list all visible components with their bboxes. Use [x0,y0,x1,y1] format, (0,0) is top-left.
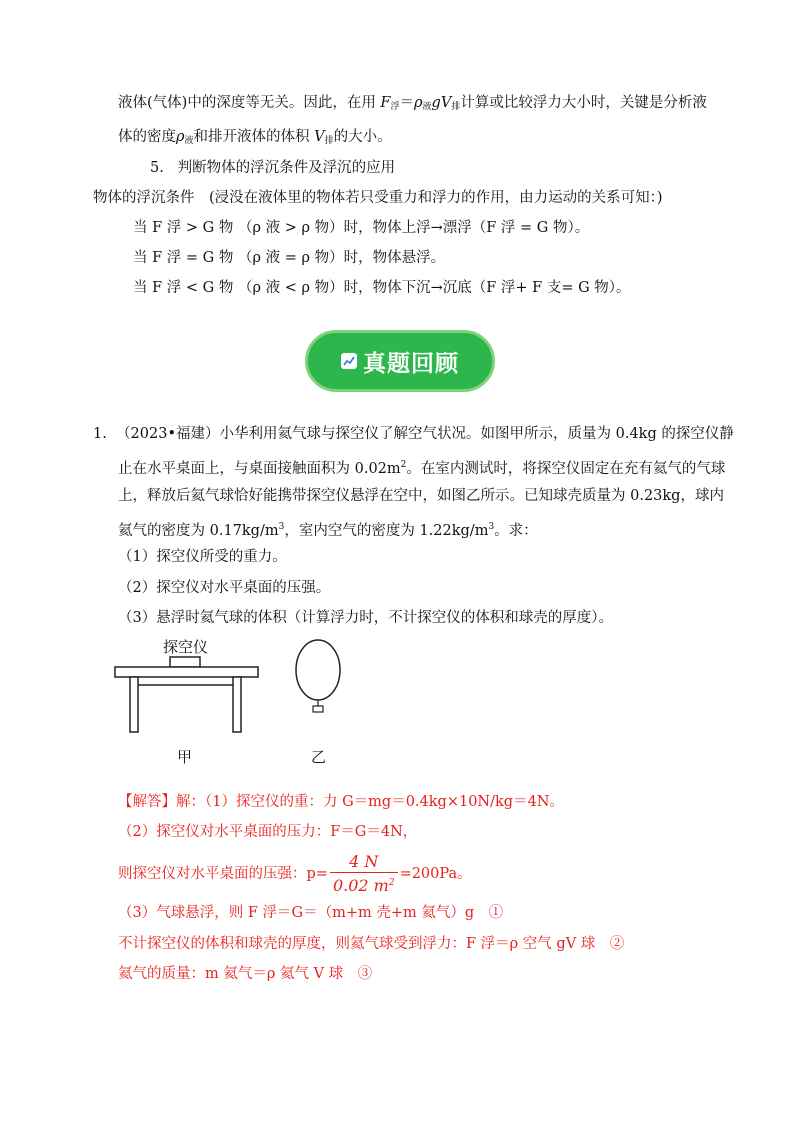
section-title: 判断物体的浮沉条件及浮沉的应用 [177,160,396,176]
intro-line-1: 液体(气体)中的深度等无关。因此，在用 $F_浮=\rho_液gV_排$计算或比较浮力大小时，关键是分析液 [118,95,707,112]
subquestion-2: （2）探空仪对水平桌面的压强。 [118,580,331,596]
question-number: 1. [93,426,107,442]
answer-line-5: 不计探空仪的体积和球壳的厚度，则氦气球受到浮力：F 浮＝ρ 空气 gV 球 ② [118,936,625,952]
table-figure [115,657,258,732]
figure-diagram [110,630,370,740]
condition-sink: 当 F 浮 < G 物 （ρ 液 < ρ 物）时，物体下沉→沉底（F 浮+ F 支= G 物）。 [133,280,631,296]
answer-heading: 【解答】 [118,794,176,810]
subquestion-1: （1）探空仪所受的重力。 [118,549,287,565]
section-number: 5. [150,160,164,176]
device-box [170,657,200,667]
question-line-3: 上，释放后氦气球恰好能携带探空仪悬浮在空中，如图乙所示。已知球壳质量为 0.23kg，球内 [118,488,724,504]
figure-label-jia: 甲 [177,748,193,766]
table-top [115,667,258,677]
question-line-2: 止在水平桌面上，与桌面接触面积为 $0.02m^2$。在室内测试时，将探空仪固定在充有氦气的气球 [118,460,726,477]
question-line-4: 氦气的密度为 $0.17kg/m^3$，室内空气的密度为 $1.22kg/m^3$。求： [118,522,538,539]
table-leg-right [233,677,241,732]
answer-line-4: （3）气球悬浮，则 F 浮＝G＝（m+m 壳+m 氦气）g ① [118,905,504,921]
section-badge [305,330,495,392]
figure-label-yi: 乙 [311,748,327,766]
answer-line-2: （2）探空仪对水平桌面的压力：F＝G＝4N， [118,824,418,840]
answer-line-1: 【解答】解：（1）探空仪的重：力 G＝mg＝0.4kg×10N/kg＝4N。 [118,794,564,810]
section-heading [150,158,395,178]
balloon-figure [296,640,340,712]
pressure-fraction: $\frac{4 N}{0.02 m^2}$ [330,852,398,896]
badge-label: 真题回顾 [363,350,459,377]
intro-line-2: 体的密度$\rho_液$和排开液体的体积 $V_排$的大小。 [118,129,392,146]
chart-icon [341,353,357,369]
balloon-body [296,640,340,700]
answer-line-6: 氦气的质量：m 氦气＝ρ 氦气 V 球 ③ [118,966,373,982]
subquestion-3: （3）悬浮时氦气球的体积（计算浮力时，不计探空仪的体积和球壳的厚度）。 [118,610,613,626]
answer-line-3: 则探空仪对水平桌面的压强：p= $\frac{4 N}{0.02 m^2}$ =200Pa。 [118,852,472,895]
condition-float: 当 F 浮 > G 物 （ρ 液 > ρ 物）时，物体上浮→漂浮（F 浮 = G 物）。 [133,220,590,236]
balloon-device [313,706,323,712]
table-leg-left [130,677,138,732]
conditions-intro: 物体的浮沉条件 (浸没在液体里的物体若只受重力和浮力的作用，由力运动的关系可知：) [93,190,663,206]
device-label: 探空仪 [163,638,209,656]
condition-suspend: 当 F 浮 = G 物 （ρ 液 = ρ 物）时，物体悬浮。 [133,250,446,266]
question-line-1: 1. （2023•福建）小华利用氦气球与探空仪了解空气状况。如图甲所示，质量为 0.4kg 的探空仪静 [93,426,734,442]
